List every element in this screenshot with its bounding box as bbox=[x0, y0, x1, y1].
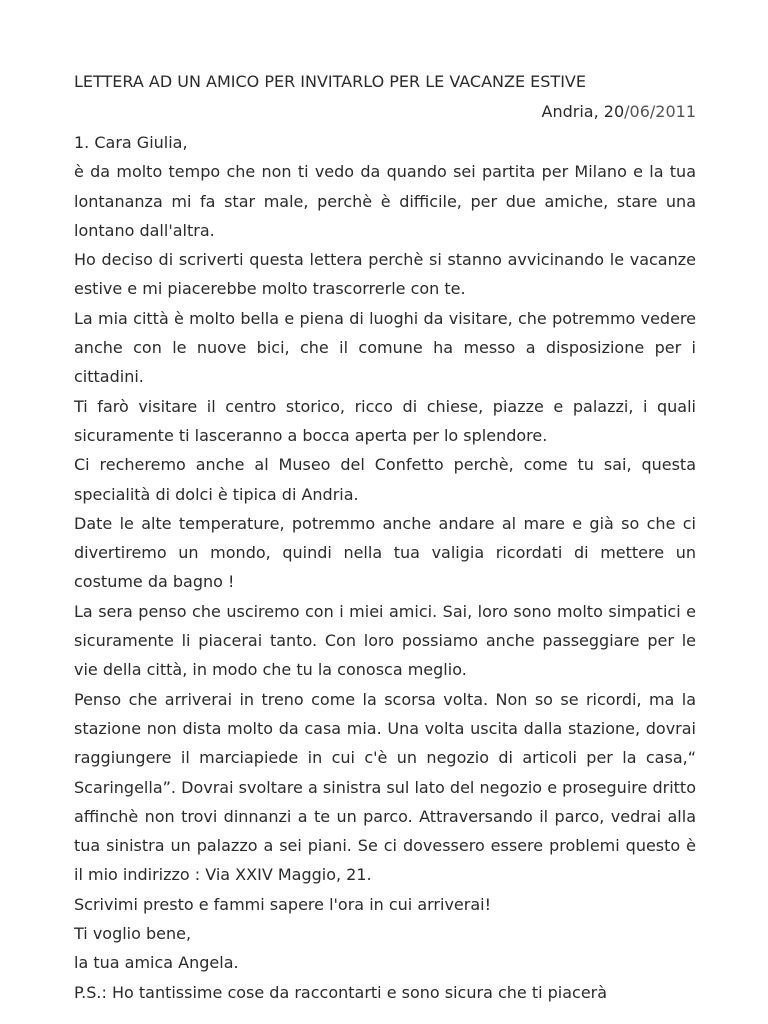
postscript: P.S.: Ho tantissime cose da raccontarti e sono sicura che ti piacerà bbox=[74, 982, 608, 1002]
closing: Ti voglio bene, bbox=[74, 924, 192, 944]
paragraph: Ho deciso di scriverti questa lettera perchè si stanno avvicinando le vacanze estive e mi piacerebbe molto trascorrerle con te. bbox=[74, 250, 696, 299]
paragraph: è da molto tempo che non ti vedo da quando sei partita per Milano e la tua lontananza mi fa star male, perchè è difficile, per due amiche, stare una lontano dall'altra. bbox=[74, 162, 696, 240]
paragraph: La sera penso che usciremo con i miei amici. Sai, loro sono molto simpatici e sicuramente li piacerai tanto. Con loro possiamo anche passeggiare per le vie della città, in modo che tu la conosca meglio. bbox=[74, 601, 696, 680]
place-date-tail: /06/2011 bbox=[624, 102, 696, 121]
paragraph: Date le alte temperature, potremmo anche andare al mare e già so che ci divertiremo un mondo, quindi nella tua valigia ricordati di mettere un costume da bagno ! bbox=[74, 513, 696, 592]
letter-body bbox=[74, 128, 696, 1007]
paragraph: Scrivimi presto e fammi sapere l'ora in cui arriverai! bbox=[74, 894, 492, 914]
paragraph: Penso che arriverai in treno come la scorsa volta. Non so se ricordi, ma la stazione non dista molto da casa mia. Una volta uscita dalla stazione, dovrai raggiungere il marciapiede in cui c'è un negozio di articoli per la casa,“ Scaringella”. Dovrai svoltare a sinistra sul lato del negozio e proseguire dritto affinchè non trovi dinnanzi a te un parco. Attraversando il parco, vedrai alla tua sinistra un palazzo a sei piani. Se ci dovessero essere problemi questo è il mio indirizzo : Via XXIV Maggio, 21. bbox=[74, 689, 696, 885]
signature: la tua amica Angela. bbox=[74, 953, 239, 973]
place-date bbox=[74, 96, 696, 128]
place-date-main: Andria, 20 bbox=[541, 102, 625, 121]
paragraph: La mia città è molto bella e piena di luoghi da visitare, che potremmo vedere anche con le nuove bici, che il comune ha messo a disposizione per i cittadini. bbox=[74, 308, 696, 387]
paragraph: Ci recheremo anche al Museo del Confetto perchè, come tu sai, questa specialità di dolci è tipica di Andria. bbox=[74, 455, 696, 504]
letter-title: LETTERA AD UN AMICO PER INVITARLO PER LE VACANZE ESTIVE bbox=[74, 72, 586, 91]
greeting: 1. Cara Giulia, bbox=[74, 133, 188, 152]
paragraph: Ti farò visitare il centro storico, ricco di chiese, piazze e palazzi, i quali sicuramente ti lasceranno a bocca aperta per lo splendore. bbox=[74, 396, 696, 445]
